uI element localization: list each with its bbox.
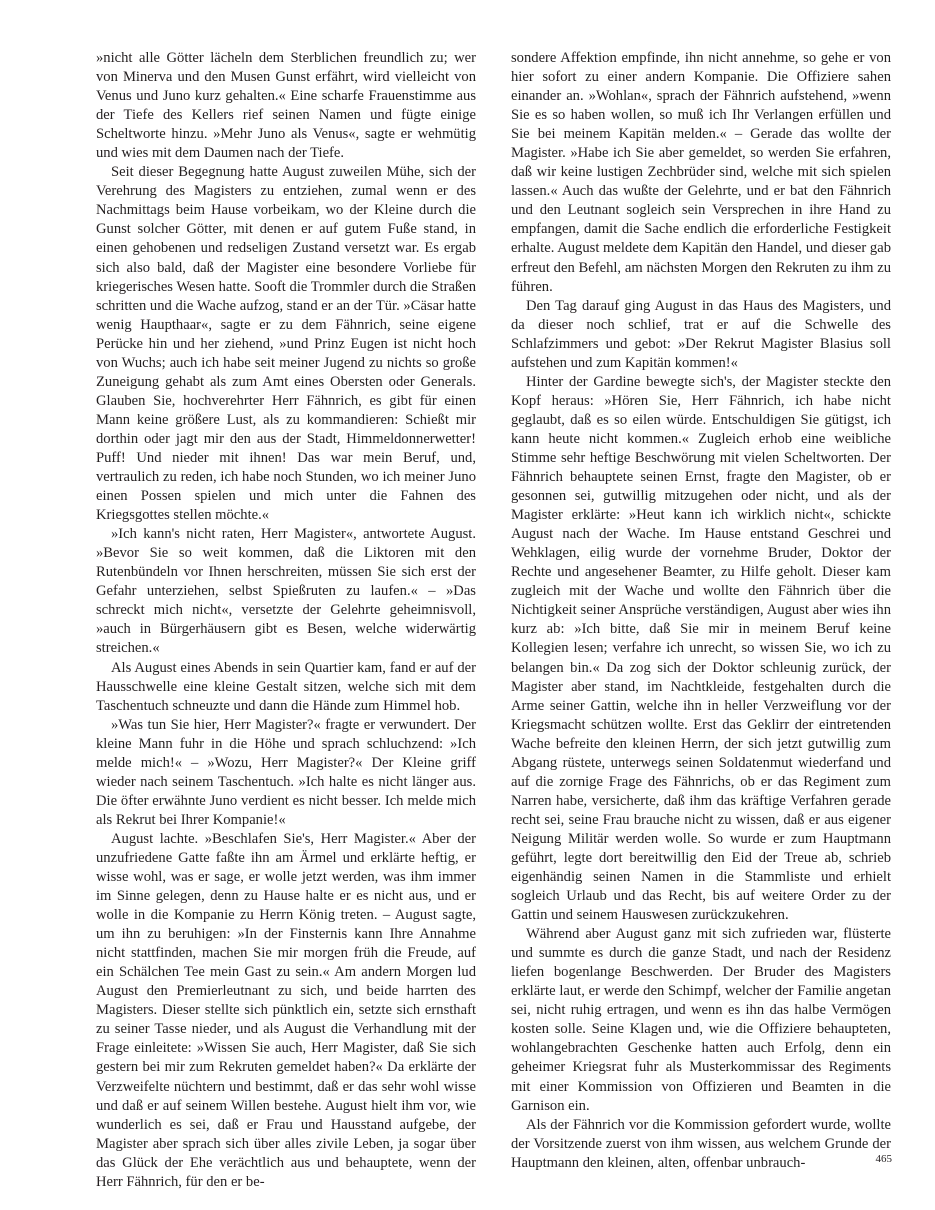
paragraph: Hinter der Gardine bewegte sich's, der Magister steckte den Kopf heraus: »Hören Sie, Herr Fähnrich, ich habe nicht geglaubt, daß es so eilen würde. Entschuldigen Sie gütigst, ich kann heute nicht kommen.« Zugleich erhob eine weibliche Stimme sehr heftige Beschwörung mit vielen Scheltworten. Der Fähnrich behauptete seinen Ernst, fragte den Magister, ob er gesonnen sei, gutwillig mitzugehen oder nicht, und als der Magister erklärte: »Heut kann ich wirklich nicht«, schickte August nach der Wache. Im Hause entstand Geschrei und Wehklagen, eilig wurde der vornehme Bruder, Doktor der Rechte und angesehener Beamter, zu Hilfe geholt. Dieser kam zugleich mit der Wache und wollte den Fähnrich über die Nichtigkeit seiner Ansprüche verständigen, August aber wies ihn kurz ab: »Ich bitte, daß Sie mir in meinem Beruf keine Kollegien lesen; verfahre ich unrecht, so wissen Sie, wo ich zu belangen bin.« Da zog sich der Doktor schleunig zurück, der Magister aber stand, im Nachtkleide, festgehalten durch die Arme seiner Gattin, welche ihn in heller Verzweiflung vor der Kriegsmacht schützen wollte. Erst das Geklirr der eintretenden Wache befreite den kleinen Herrn, der sich jetzt gutwillig zum Abgang rüstete, unterwegs seinen Soldatenmut wiederfand und auf die zornige Frage des Fähnrichs, ob er das Regiment zum Narren habe, versicherte, daß ihm das kräftige Verfahren gerade recht sei, seine Frau brauche nicht zu wissen, daß er aus eigener Neigung Militär werden wolle. So wurde er zum Hauptmann geführt, legte dort bereitwillig den Eid der Treue ab, schrieb eigenhändig seinen Namen in die Stammliste und erhielt sogleich Urlaub und das Recht, bis auf weitere Order zu der Gattin und seinem Hauswesen zurückzukehren. bbox=[511, 373, 891, 924]
paragraph: August lachte. »Beschlafen Sie's, Herr Magister.« Aber der unzufriedene Gatte faßte ihn am Ärmel und erklärte heftig, er wisse wohl, was er sage, er wolle jetzt werden, was ihm immer im Sinne gelegen, denn zu Hause halte er es nicht aus, und er wolle in die Kompanie zu Herrn König treten. – August sagte, um ihn zu beruhigen: »In der Finsternis kann Ihre Annahme nicht stattfinden, machen Sie mir morgen früh die Freude, auf ein Schälchen Tee mein Gast zu sein.« Am andern Morgen lud August den Premierleutnant zu sich, und beide harrten des Magisters. Dieser stellte sich pünktlich ein, setzte sich ernsthaft zu seiner Tasse nieder, und als August die Verhandlung mit der Frage einleitete: »Wissen Sie auch, Herr Magister, daß Sie sich gestern bei mir zum Rekruten gemeldet haben?« Da erklärte der Verzweifelte nüchtern und bestimmt, daß er das sehr wohl wisse und daß er auf seinem Willen bestehe. August hielt ihm vor, wie wunderlich es sei, daß er Frau und Hausstand aufgebe, der Magister aber sprach sich über alles zivile Leben, ja sogar über das Glück der Ehe verächtlich aus und behauptete, wenn der Herr Fähnrich, für den er be- bbox=[96, 830, 476, 1190]
page-number: 465 bbox=[875, 1153, 892, 1165]
paragraph: Als der Fähnrich vor die Kommission gefordert wurde, wollte der Vorsitzende zuerst von ihm wissen, aus welchem Grunde der Hauptmann den kleinen, alten, offenbar unbrauch- bbox=[511, 1116, 891, 1171]
left-text-column bbox=[96, 49, 476, 1192]
paragraph: Während aber August ganz mit sich zufrieden war, flüsterte und summte es durch die ganze Stadt, und nach der Residenz liefen bogenlange Beschwerden. Der Bruder des Magisters erklärte laut, er werde den Schimpf, welcher der Familie angetan sei, nicht ruhig ertragen, und wenn es ihn das halbe Vermögen kosten solle. Seine Klagen und, wie die Offiziere behaupteten, wohlangebrachten Geschenke hatten auch Erfolg, denn ein geheimer Kriegsrat fuhr als Musterkommissar des Regiments mit einer Kommission von Offizieren und Beamten in die Garnison ein. bbox=[511, 926, 891, 1114]
paragraph: »Ich kann's nicht raten, Herr Magister«, antwortete August. »Bevor Sie so weit kommen, daß die Liktoren mit den Rutenbündeln vor Ihnen herschreiten, müssen Sie sich erst der Gefahr unterziehen, selbst Spießruten zu laufen.« – »Das schreckt mich nicht«, versetzte der Gelehrte geheimnisvoll, »auch in Bürgerhäusern gibt es Besen, welche widerwärtig streichen.« bbox=[96, 526, 476, 657]
paragraph: Als August eines Abends in sein Quartier kam, fand er auf der Hausschwelle eine kleine Gestalt sitzen, welche sich mit dem Taschentuch schneuzte und dann die Hände zum Himmel hob. bbox=[96, 659, 476, 714]
right-text-column bbox=[511, 49, 891, 1173]
paragraph: Den Tag darauf ging August in das Haus des Magisters, und da dieser noch schlief, trat er auf die Schwelle des Schlafzimmers und gebot: »Der Rekrut Magister Blasius soll aufstehen und zum Kapitän kommen!« bbox=[511, 297, 891, 371]
paragraph: »Was tun Sie hier, Herr Magister?« fragte er verwundert. Der kleine Mann fuhr in die Höhe und sprach schluchzend: »Ich melde mich!« – »Wozu, Herr Magister?« Der Kleine griff wieder nach seinem Taschentuch. »Ich halte es nicht länger aus. Die öfter erwähnte Juno verdient es nicht besser. Ich melde mich als Rekrut bei Ihrer Kompanie!« bbox=[96, 716, 476, 828]
paragraph: »nicht alle Götter lächeln dem Sterblichen freundlich zu; wer von Minerva und den Musen Gunst erfährt, wird vielleicht von Venus und Juno kurz gehalten.« Eine scharfe Frauenstimme aus der Tiefe des Kellers rief seinen Namen und fügte einige Scheltworte hinzu. »Mehr Juno als Venus«, sagte er wehmütig und wies mit dem Daumen nach der Tiefe. bbox=[96, 50, 476, 162]
paragraph: Seit dieser Begegnung hatte August zuweilen Mühe, sich der Verehrung des Magisters zu entziehen, zumal wenn er des Nachmittags beim Hause vorbeikam, wo der Kleine durch die Gunst solcher Götter, mit denen er auf gutem Fuße stand, in einen gehobenen und redseligen Zustand versetzt war. Es ergab sich also bald, daß der Magister eine besondere Vorliebe für kriegerisches Wesen hatte. Sooft die Trommler durch die Straßen schritten und die Wache aufzog, stand er an der Tür. »Cäsar hatte wenig Haupthaar«, sagte er zu dem Fähnrich, seine eigene Perücke hin und her ziehend, »und Prinz Eugen ist nicht hoch von Wuchs; auch ich habe seit meiner Jugend zu nichts so große Zuneigung gehabt als zum Amt eines Obersten oder Generals. Glauben Sie, hochverehrter Herr Fähnrich, es gibt für einen Mann keine größere Lust, als zu kommandieren: Schießt mir dorthin oder jagt mir den aus der Stadt, Himmeldonnerwetter! Puff! Und nieder mit ihnen! Das war mein Beruf, und, vertraulich zu reden, ich habe noch Stunden, wo ich meiner Juno einen Possen spielen und mich unter die Fahnen des Kriegsgottes stellen möchte.« bbox=[96, 164, 476, 524]
paragraph: sondere Affektion empfinde, ihn nicht annehme, so gehe er von hier sofort zu einer andern Kompanie. Die Offiziere sahen einander an. »Wohlan«, sprach der Fähnrich aufstehend, »wenn Sie es so haben wollen, so muß ich Ihr Verlangen erfüllen und Sie bei meinem Kapitän melden.« – Gerade das wollte der Magister. »Habe ich Sie aber gemeldet, so werden Sie erfahren, daß wir keine lustigen Zechbrüder sind, welche mit sich spielen lassen.« Auch das wußte der Gelehrte, und er bat den Fähnrich und den Leutnant sogleich sein Versprechen in ihre Hand zu empfangen, damit die Sache endlich die erforderliche Festigkeit erhalte. August meldete dem Kapitän den Handel, und dieser gab erfreut den Befehl, am nächsten Morgen den Rekruten zu ihm zu führen. bbox=[511, 50, 891, 295]
